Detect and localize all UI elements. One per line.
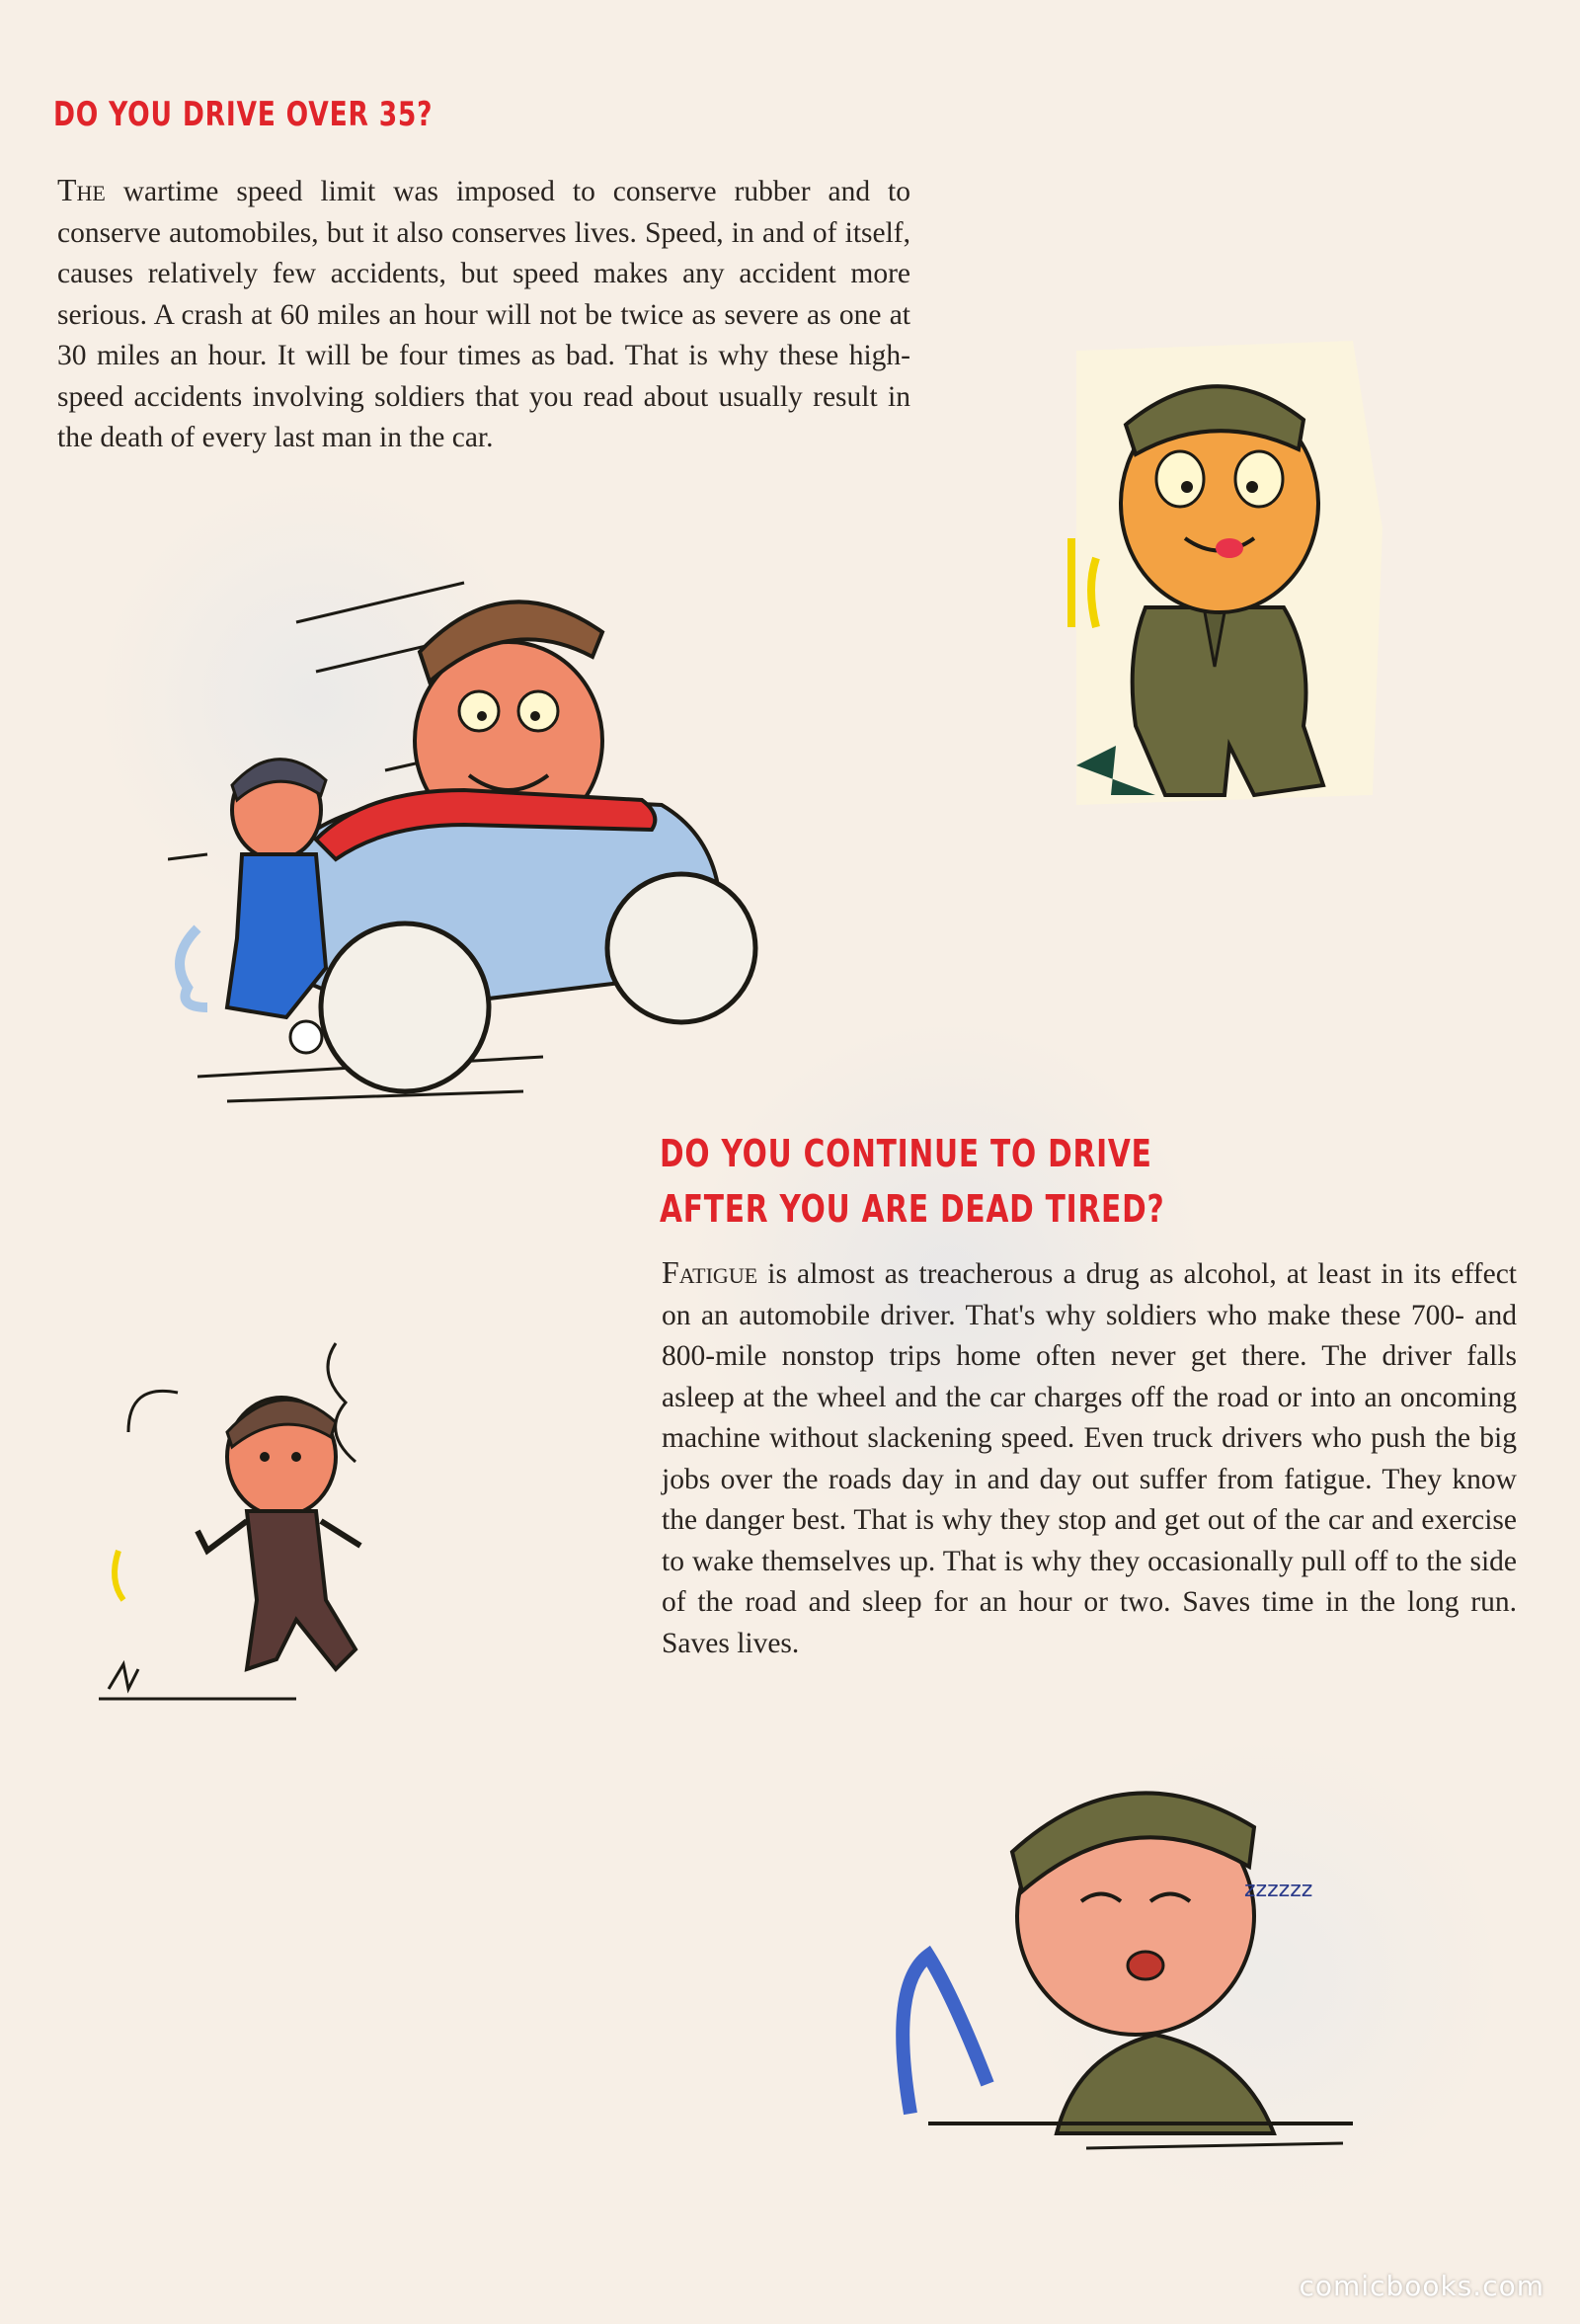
sleeping-driver-illustration: [889, 1758, 1442, 2153]
section-body-fatigue: [662, 1252, 1517, 1664]
watermark: comicbooks.com: [1299, 2270, 1544, 2302]
soldier-licking-lips-illustration: [1057, 331, 1402, 815]
lead-word: Fatigue: [662, 1255, 758, 1290]
heading-line-2: AFTER YOU ARE DEAD TIRED?: [660, 1187, 1165, 1231]
walking-soldier-illustration: [99, 1323, 454, 1719]
speeding-car-illustration: [168, 543, 800, 1116]
paragraph-text: is almost as treacherous a drug as alcohol, at least in its effect on an automobile driver. That's why soldiers who make these 700- and 800-mile nonstop trips home often never get there. The driver falls asleep at the wheel and the car charges off the road or into an oncoming machine without slackening speed. Even truck drivers who push the big jobs over the roads day in and day out suffer from fatigue. They know the danger best. That is why they stop and get out of the car and exercise to wake themselves up. That is why they occasionally pull off to the side of the road and sleep for an hour or two. Saves time in the long run. Saves lives.: [662, 1258, 1517, 1659]
section-heading-fatigue: [660, 1126, 1164, 1237]
lead-word: The: [57, 173, 106, 207]
snore-text: zzzzzz: [1244, 1878, 1313, 1902]
section-body-speed: [57, 170, 910, 459]
heading-line-1: DO YOU CONTINUE TO DRIVE: [660, 1132, 1152, 1175]
paragraph-text: wartime speed limit was imposed to conserve rubber and to conserve automobiles, but it also conserves lives. Speed, in and of itself, causes relatively few accidents, but speed makes any accident more serious. A crash at 60 miles an hour will not be twice as severe as one at 30 miles an hour. It will be four times as bad. That is why these high-speed accidents involving soldiers that you read about usually result in the death of every last man in the car.: [57, 176, 910, 453]
section-heading-speed: DO YOU DRIVE OVER 35?: [53, 95, 434, 134]
